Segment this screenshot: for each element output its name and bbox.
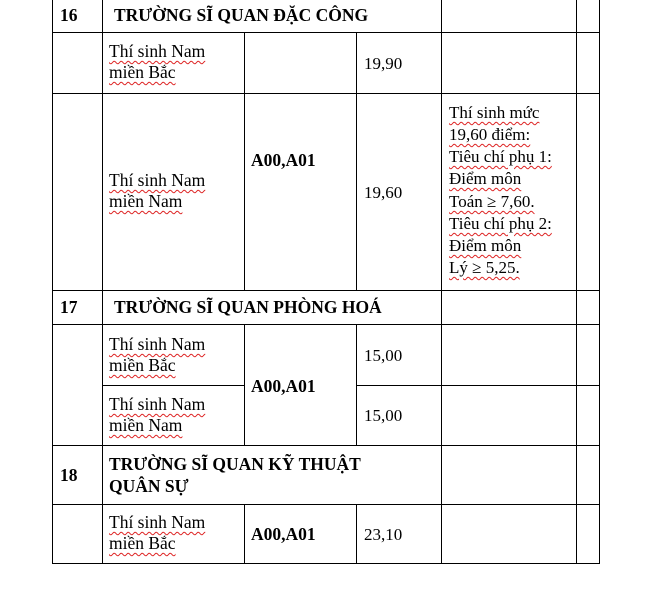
score-17-south: 15,00 [364, 406, 403, 425]
score-18-north: 23,10 [364, 525, 403, 544]
subject-combo-16: A00,A01 [251, 150, 316, 170]
school-name-phong-hoa: TRƯỜNG SĨ QUAN PHÒNG HOÁ [114, 297, 382, 317]
school-name-dac-cong: TRƯỜNG SĨ QUAN ĐẶC CÔNG [114, 5, 369, 25]
score-16-south: 19,60 [364, 183, 403, 202]
subject-combo-17: A00,A01 [251, 376, 316, 396]
subject-combo-18: A00,A01 [251, 524, 316, 544]
row-number-16: 16 [60, 5, 78, 25]
row-number-17: 17 [60, 297, 78, 317]
score-16-north: 19,90 [364, 54, 403, 73]
score-17-north: 15,00 [364, 346, 403, 365]
row-number-18: 18 [60, 465, 78, 485]
